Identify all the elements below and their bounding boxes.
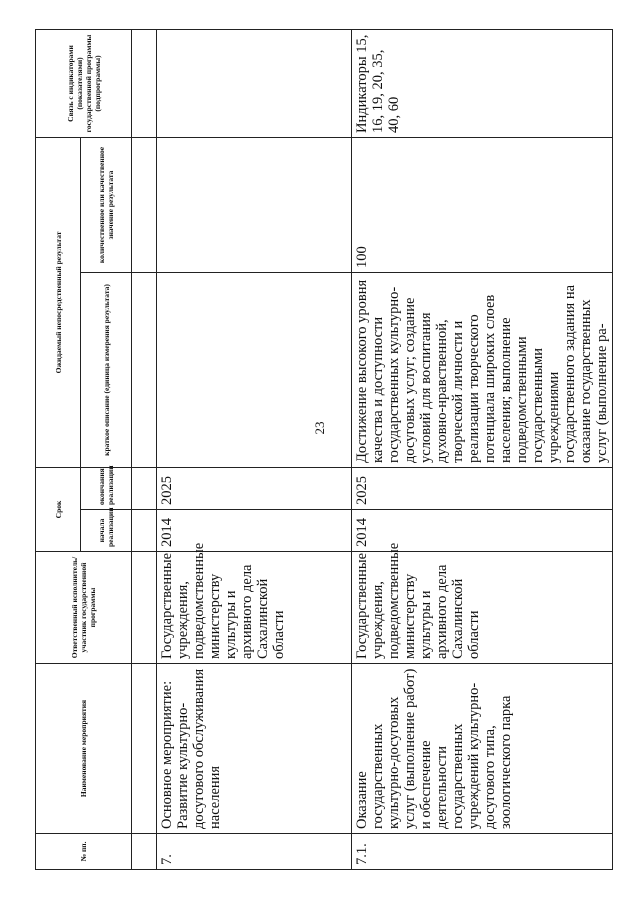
blank-cell	[132, 467, 157, 509]
row-result-desc	[157, 272, 352, 467]
header-num: № пп.	[36, 834, 132, 870]
measures-table	[35, 29, 613, 870]
row-result-desc: Достижение высокого уровня качества и доступности государственных культурно-досуговых услуг; создание условий для воспитания духовно-нравственной, творческой личности и реализации творческого потенциала широких слоев населения; выполнение подведомственными государственными учреждениями государственного задания на оказание государственных услуг (выполнение ра-	[352, 272, 613, 467]
header-end: окончания реализации	[81, 467, 132, 509]
row-end: 2025	[157, 467, 352, 509]
blank-cell	[132, 552, 157, 664]
header-name: Наименование мероприятия	[36, 664, 132, 834]
row-responsible: Государственные учреждения, подведомственные министерству культуры и архивного дела Сахалинской области	[352, 552, 613, 664]
header-term: Срок	[36, 467, 81, 551]
blank-cell	[132, 29, 157, 137]
blank-cell	[132, 834, 157, 870]
row-num: 7.1.	[352, 834, 613, 870]
blank-cell	[132, 137, 157, 272]
row-name: Оказание государственных культурно-досуговых услуг (выполнение работ) и обеспечение деятельности государственных учреждений культурно-досугового типа, зоологического парка	[352, 664, 613, 834]
row-result-value	[157, 137, 352, 272]
table-row	[352, 29, 613, 869]
blank-cell	[132, 664, 157, 834]
rotated-table-page	[35, 30, 625, 870]
header-result: Ожидаемый непосредственный результат	[36, 137, 81, 467]
blank-row	[132, 29, 157, 869]
row-num: 7.	[157, 834, 352, 870]
header-responsible: Ответственный исполнитель/участник государственной программы	[36, 552, 132, 664]
row-start: 2014	[157, 510, 352, 552]
row-result-value: 100	[352, 137, 613, 272]
row-indicators	[157, 29, 352, 137]
row-start: 2014	[352, 510, 613, 552]
header-start: начала реализации	[81, 510, 132, 552]
header-indicators: Связь с индикаторами (показателями) государственной программы (подпрограммы)	[36, 29, 132, 137]
blank-cell	[132, 272, 157, 467]
row-end: 2025	[352, 467, 613, 509]
page-number: 23	[312, 421, 327, 435]
row-indicators: Индикаторы 15, 16, 19, 20, 35, 40, 60	[352, 29, 613, 137]
header-result-value: количественное или качественное значение результата	[81, 137, 132, 272]
row-responsible: Государственные учреждения, подведомственные министерству культуры и архивного дела Сахалинской области	[157, 552, 352, 664]
row-name: Основное мероприятие: Развитие культурно-досугового обслуживания населения	[157, 664, 352, 834]
header-result-desc: краткое описание (единица измерения результата)	[81, 272, 132, 467]
table-row	[157, 29, 352, 869]
blank-cell	[132, 510, 157, 552]
